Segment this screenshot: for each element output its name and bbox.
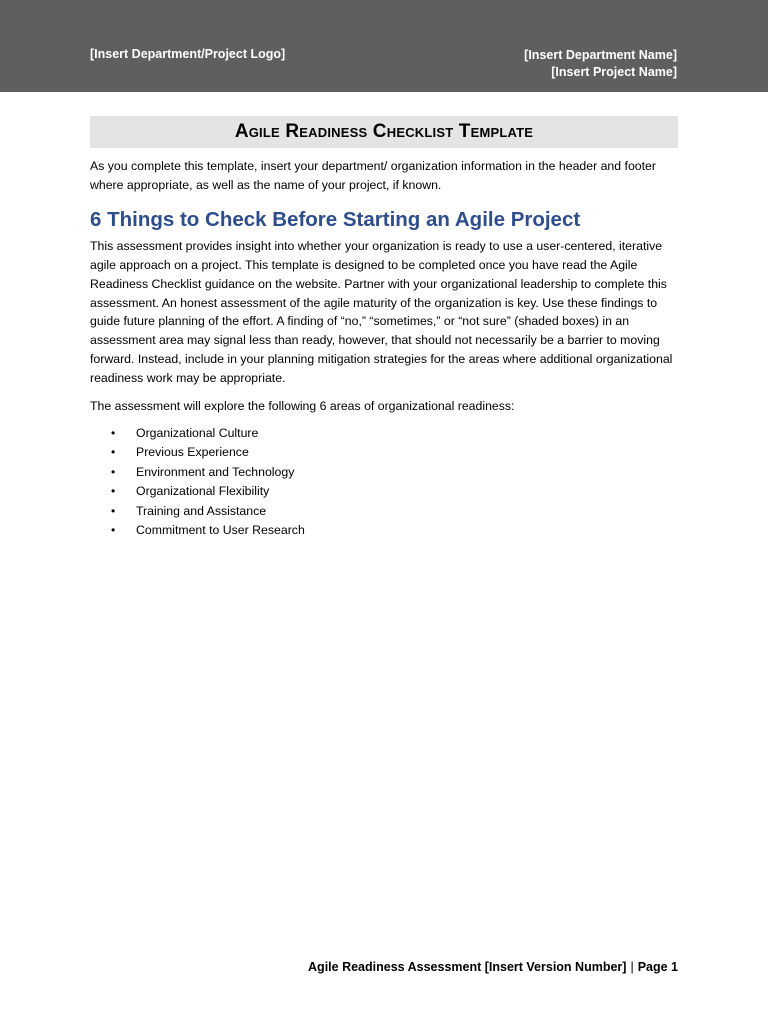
list-item (90, 443, 680, 462)
document-body (90, 157, 680, 540)
department-name: [Insert Department Name] (524, 48, 677, 62)
list-item (90, 463, 680, 482)
project-name: [Insert Project Name] (551, 65, 677, 79)
bullet-icon: • (111, 503, 116, 518)
footer-separator: | (630, 960, 634, 974)
list-item (90, 502, 680, 521)
page-number: Page 1 (637, 960, 678, 974)
page-footer (308, 960, 678, 974)
list-item-label: Training and Assistance (136, 503, 267, 518)
bullet-icon: • (111, 425, 116, 440)
page-header (0, 0, 768, 92)
list-item-label: Commitment to User Research (136, 523, 305, 537)
document-title: Agile Readiness Checklist Template (234, 121, 534, 142)
title-banner (90, 116, 678, 148)
list-item-label: Organizational Culture (136, 425, 259, 440)
logo-placeholder: [Insert Department/Project Logo] (90, 47, 286, 61)
list-item-label: Organizational Flexibility (136, 484, 270, 499)
list-item (90, 482, 680, 501)
list-item (90, 424, 680, 443)
list-item (90, 521, 680, 540)
bullet-icon: • (111, 484, 116, 499)
intro-paragraph: As you complete this template, insert your department/ organization information in the header and footer where appropriate, as well as the name of your project, if known. (90, 159, 656, 192)
assessment-paragraph: This assessment provides insight into whether your organization is ready to use a user-centered, iterative agile approach on a project. This template is designed to be completed once you have read the Agile Readiness Checklist guidance on the website. Partner with your organizational leadership to complete this assessment. An honest assessment of the agile maturity of the organization is key. Use these findings to guide future planning of the effort. A finding of “no,” “sometimes,” or “not sure” (shaded boxes) in an assessment area may signal less than ready, however, that should not necessarily be a barrier to moving forward. Instead, include in your planning mitigation strategies for the areas where additional organizational readiness work may be appropriate. (90, 238, 673, 386)
list-item-label: Environment and Technology (136, 464, 295, 479)
bullet-icon: • (111, 445, 116, 460)
section-heading: 6 Things to Check Before Starting an Agile Project (90, 207, 581, 231)
list-item-label: Previous Experience (136, 445, 249, 460)
bullet-icon: • (111, 464, 116, 479)
explore-text: The assessment will explore the following 6 areas of organizational readiness: (90, 399, 515, 414)
footer-doc-title: Agile Readiness Assessment [Insert Version Number] (308, 960, 627, 974)
header-info (524, 47, 677, 81)
bullet-icon: • (111, 523, 116, 537)
readiness-areas-list (90, 424, 680, 540)
